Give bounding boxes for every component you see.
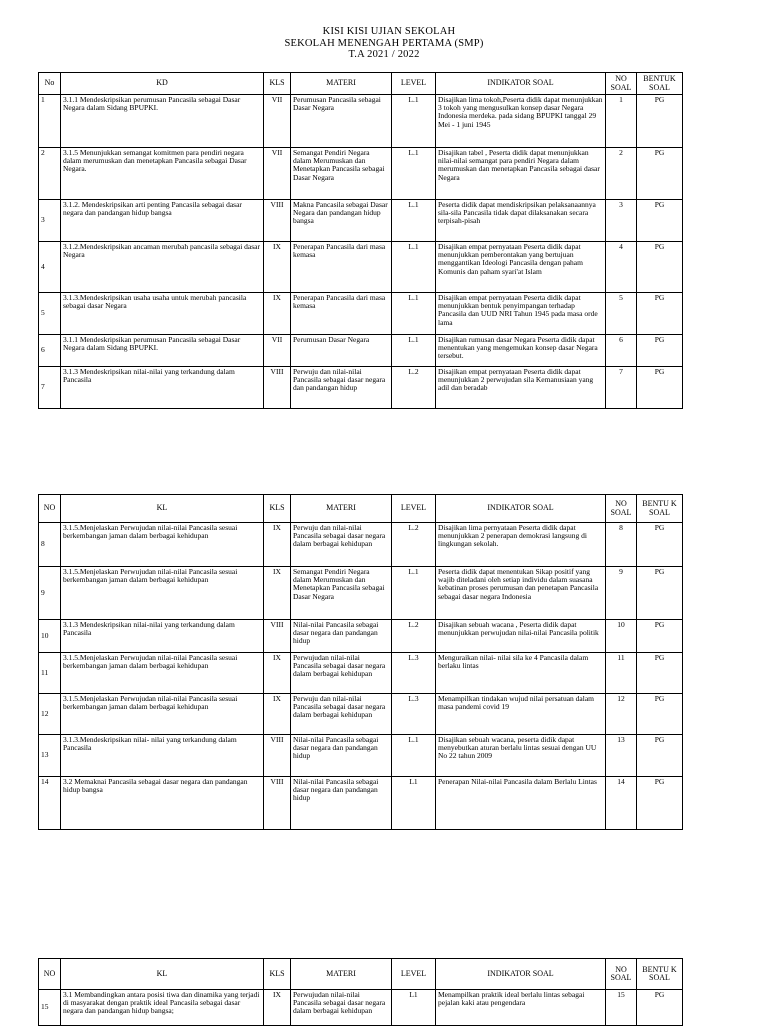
row-indikator: Disajikan lima pernyataan Peserta didik dapat menunjukkan 2 penerapan demokrasi langsung di lingkungan sekolah. [436,523,606,567]
row-materi: Perumusan Dasar Negara [291,335,392,367]
row-bentuk: PG [637,242,683,293]
table-row [39,567,683,620]
row-no: 4 [39,242,61,293]
col-no-soal: NO SOAL [606,959,637,990]
row-level: L.1 [392,95,436,148]
table-header-row [39,73,683,95]
row-no-soal: 8 [606,523,637,567]
row-no: 1 [39,95,61,148]
row-indikator: Disajikan sebuah wacana , Peserta didik dapat menunjukkan perwujudan nilai-nilai Pancasila politik [436,620,606,653]
col-level: LEVEL [392,495,436,523]
row-kls: VIII [264,777,291,830]
row-kd: 3.1.2.Mendeskripsikan ancaman merubah pancasila sebagai dasar Negara [61,242,264,293]
row-level: L1 [392,990,436,1026]
row-kd: 3.1.1 Mendeskripsikan perumusan Pancasila sebagai Dasar Negara dalam Sidang BPUPKI. [61,335,264,367]
row-materi: Penerapan Pancasila dari masa kemasa [291,293,392,335]
row-no-soal: 1 [606,95,637,148]
col-bentuk-soal: BENTUK SOAL [637,73,683,95]
table-row [39,990,683,1026]
row-materi: Perwuju dan nilai-nilai Pancasila sebagai dasar negara dan pandangan hidup [291,367,392,409]
row-bentuk: PG [637,367,683,409]
row-kls: IX [264,242,291,293]
row-materi: Semangat Pendiri Negara dalam Merumuskan dan Menetapkan Pancasila sebagai Dasar Negara [291,148,392,200]
row-indikator: Disajikan lima tokoh,Peserta didik dapat menunjukkan 3 tokoh yang mengusulkan konsep dasar Negara Indonesia merdeka. pada sidang BPUPKI tanggal 29 Mei - 1 juni 1945 [436,95,606,148]
row-no: 10 [39,620,61,653]
table-row [39,367,683,409]
row-kls: IX [264,293,291,335]
row-kd: 3.1.5.Menjelaskan Perwujudan nilai-nilai Pancasila sesuai berkembangan jaman dalam berbagai kehidupan [61,523,264,567]
title-line-2: SEKOLAH MENENGAH PERTAMA (SMP) [284,37,484,49]
row-no: 6 [39,335,61,367]
row-no: 15 [39,990,61,1026]
col-no: NO [39,959,61,990]
row-indikator: Disajikan empat pernyataan Peserta didik dapat menunjukkan pemberontakan yang bertujuan menggantikan Ideologi Pancasila dengan paham Komunis dan paham syari'at Islam [436,242,606,293]
row-no-soal: 3 [606,200,637,242]
col-no: No [39,73,61,95]
row-kd: 3.1 Membandingkan antara posisi tiwa dan dinamika yang terjadi di masyarakat dengan praktik ideal Pancasila sebagai dasar negara dan pandangan hidup bangsa; [61,990,264,1026]
table-row [39,148,683,200]
row-kd: 3.1.2. Mendeskripsikan arti penting Pancasila sebagai dasar negara dan pandangan hidup bangsa [61,200,264,242]
row-no-soal: 14 [606,777,637,830]
col-level: LEVEL [392,73,436,95]
row-kls: IX [264,567,291,620]
row-bentuk: PG [637,735,683,777]
table-row [39,242,683,293]
row-indikator: Menampilkan tindakan wujud nilai persatuan dalam masa pandemi covid 19 [436,694,606,735]
row-kd: 3.1.5.Menjelaskan Perwujudan nilai-nilai Pancasila sesuai berkembangan jaman dalam berbagai kehidupan [61,567,264,620]
row-bentuk: PG [637,653,683,694]
row-indikator: Disajikan rumusan dasar Negara Peserta didik dapat menentukan yang mengemukan konsep dasar Negara tersebut. [436,335,606,367]
row-bentuk: PG [637,148,683,200]
table-row [39,523,683,567]
col-level: LEVEL [392,959,436,990]
row-indikator: Penerapan Nilai-nilai Pancasila dalam Berlalu Lintas [436,777,606,830]
row-kls: IX [264,653,291,694]
row-no-soal: 15 [606,990,637,1026]
title-line-1: KISI KISI UJIAN SEKOLAH [322,26,456,37]
row-level: L.1 [392,335,436,367]
row-kls: IX [264,694,291,735]
row-no-soal: 7 [606,367,637,409]
row-materi: Nilai-nilai Pancasila sebagai dasar negara dan pandangan hidup [291,735,392,777]
row-no: 2 [39,148,61,200]
col-kd: KD [61,73,264,95]
table-row [39,200,683,242]
col-no: NO [39,495,61,523]
col-indikator: INDIKATOR SOAL [436,959,606,990]
row-no-soal: 4 [606,242,637,293]
row-kd: 3.1.3 Mendeskripsikan nilai-nilai yang terkandung dalam Pancasila [61,367,264,409]
row-kd: 3.1.5 Menunjukkan semangat komitmen para pendiri negara dalam merumuskan dan menetapkan Pancasila sebagai Dasar Negara. [61,148,264,200]
row-level: L1 [392,777,436,830]
row-kls: VII [264,95,291,148]
row-kd: 3.1.5.Menjelaskan Perwujudan nilai-nilai Pancasila sesuai berkembangan jaman dalam berbagai kehidupan [61,694,264,735]
table-row [39,620,683,653]
title-line-3: T.A 2021 / 2022 [348,49,420,60]
row-bentuk: PG [637,95,683,148]
row-no: 12 [39,694,61,735]
row-indikator: Disajikan tabel , Peserta didik dapat menunjukkan nilai-nilai semangat para pendiri Negara dalam merumuskan dan menetapkan Pancasila sebagai dasar Negara [436,148,606,200]
row-no: 14 [39,777,61,830]
row-indikator: Disajikan sebuah wacana, peserta didik dapat menyebutkan aturan berlalu lintas sesuai dengan UU No 22 tahun 2009 [436,735,606,777]
row-bentuk: PG [637,293,683,335]
col-no-soal: NO SOAL [606,495,637,523]
row-no: 11 [39,653,61,694]
kisi-table-2 [38,494,683,830]
row-no: 7 [39,367,61,409]
row-kls: VII [264,335,291,367]
col-no-soal: NO SOAL [606,73,637,95]
col-bentuk-soal: BENTU K SOAL [637,495,683,523]
row-kd: 3.2 Memaknai Pancasila sebagai dasar negara dan pandangan hidup bangsa [61,777,264,830]
row-materi: Nilai-nilai Pancasila sebagai dasar negara dan pandangan hidup [291,620,392,653]
col-materi: MATERI [291,495,392,523]
row-no: 13 [39,735,61,777]
table-row [39,653,683,694]
row-no-soal: 12 [606,694,637,735]
row-level: L.2 [392,620,436,653]
document-title [0,26,768,61]
row-bentuk: PG [637,335,683,367]
row-materi: Makna Pancasila sebagai Dasar Negara dan pandangan hidup bangsa [291,200,392,242]
row-no-soal: 5 [606,293,637,335]
row-level: L.1 [392,567,436,620]
row-kls: VIII [264,200,291,242]
row-bentuk: PG [637,694,683,735]
row-level: L.1 [392,735,436,777]
table-row [39,694,683,735]
table-header-row [39,495,683,523]
table-row [39,335,683,367]
row-no: 3 [39,200,61,242]
row-indikator: Peserta didik dapat menentukan Sikap positif yang wajib diteladani oleh setiap individu dalam suasana kebatinan proses perumusan dan penetapan Pancasila sebagai dasar negara Indonesia [436,567,606,620]
col-materi: MATERI [291,73,392,95]
row-kd: 3.1.3.Mendeskripsikan usaha usaha untuk merubah pancasila sebagai dasar Negara [61,293,264,335]
col-kd: KL [61,959,264,990]
col-kls: KLS [264,495,291,523]
col-indikator: INDIKATOR SOAL [436,73,606,95]
row-kls: IX [264,523,291,567]
row-level: L.1 [392,200,436,242]
col-materi: MATERI [291,959,392,990]
row-materi: Nilai-nilai Pancasila sebagai dasar negara dan pandangan hidup [291,777,392,830]
table-row [39,735,683,777]
row-materi: Perwuju dan nilai-nilai Pancasila sebagai dasar negara dalam berbagai kehidupan [291,694,392,735]
row-no: 5 [39,293,61,335]
row-kd: 3.1.3.Mendeskripsikan nilai- nilai yang terkandung dalam Pancasila [61,735,264,777]
row-no: 8 [39,523,61,567]
col-kls: KLS [264,73,291,95]
row-level: L.1 [392,293,436,335]
row-bentuk: PG [637,990,683,1026]
row-no-soal: 9 [606,567,637,620]
row-kd: 3.1.5.Menjelaskan Perwujudan nilai-nilai Pancasila sesuai berkembangan jaman dalam berbagai kehidupan [61,653,264,694]
row-bentuk: PG [637,523,683,567]
row-no-soal: 2 [606,148,637,200]
row-bentuk: PG [637,620,683,653]
row-materi: Semangat Pendiri Negara dalam Merumuskan dan Menetapkan Pancasila sebagai Dasar Negara [291,567,392,620]
row-materi: Penerapan Pancasila dari masa kemasa [291,242,392,293]
row-indikator: Menampilkan praktik ideal berlalu lintas sebagai pejalan kaki atau pengendara [436,990,606,1026]
row-indikator: Peserta didik dapat mendiskripsikan pelaksanaannya sila-sila Pancasila tidak dapat dilaksanakan secara terpisah-pisah [436,200,606,242]
row-no-soal: 13 [606,735,637,777]
row-level: L.3 [392,694,436,735]
table-row [39,293,683,335]
row-bentuk: PG [637,777,683,830]
row-level: L.1 [392,148,436,200]
col-bentuk-soal: BENTU K SOAL [637,959,683,990]
row-indikator: Disajikan empat pernyataan Peserta didik dapat menunjukkan bentuk penyimpangan terhadap Pancasila dan UUD NRI Tahun 1945 pada masa orde lama [436,293,606,335]
row-kd: 3.1.1 Mendeskripsikan perumusan Pancasila sebagai Dasar Negara dalam Sidang BPUPKI. [61,95,264,148]
col-indikator: INDIKATOR SOAL [436,495,606,523]
kisi-table-3 [38,958,683,1026]
row-no-soal: 10 [606,620,637,653]
row-no-soal: 6 [606,335,637,367]
row-bentuk: PG [637,567,683,620]
row-no-soal: 11 [606,653,637,694]
row-materi: Perwujudan nilai-nilai Pancasila sebagai dasar negara dalam berbagai kehidupan [291,653,392,694]
row-kls: IX [264,990,291,1026]
row-kls: VIII [264,735,291,777]
row-no: 9 [39,567,61,620]
row-indikator: Disajikan empat pernyataan Peserta didik dapat menunjukkan 2 perwujudan sila Kemanusiaan yang adil dan beradab [436,367,606,409]
kisi-table-1 [38,72,683,409]
col-kd: KL [61,495,264,523]
table-header-row [39,959,683,990]
row-kls: VIII [264,620,291,653]
row-level: L.1 [392,242,436,293]
row-indikator: Menguraikan nilai- nilai sila ke 4 Pancasila dalam berlaku lintas [436,653,606,694]
col-kls: KLS [264,959,291,990]
row-bentuk: PG [637,200,683,242]
table-row [39,95,683,148]
row-materi: Perwuju dan nilai-nilai Pancasila sebagai dasar negara dalam berbagai kehidupan [291,523,392,567]
row-materi: Perumusan Pancasila sebagai Dasar Negara [291,95,392,148]
row-kls: VIII [264,367,291,409]
row-kls: VII [264,148,291,200]
row-level: L.2 [392,523,436,567]
table-row [39,777,683,830]
row-level: L.3 [392,653,436,694]
row-kd: 3.1.3 Mendeskripsikan nilai-nilai yang terkandung dalam Pancasila [61,620,264,653]
row-level: L.2 [392,367,436,409]
row-materi: Perwujudan nilai-nilai Pancasila sebagai dasar negara dalam berbagai kehidupan [291,990,392,1026]
